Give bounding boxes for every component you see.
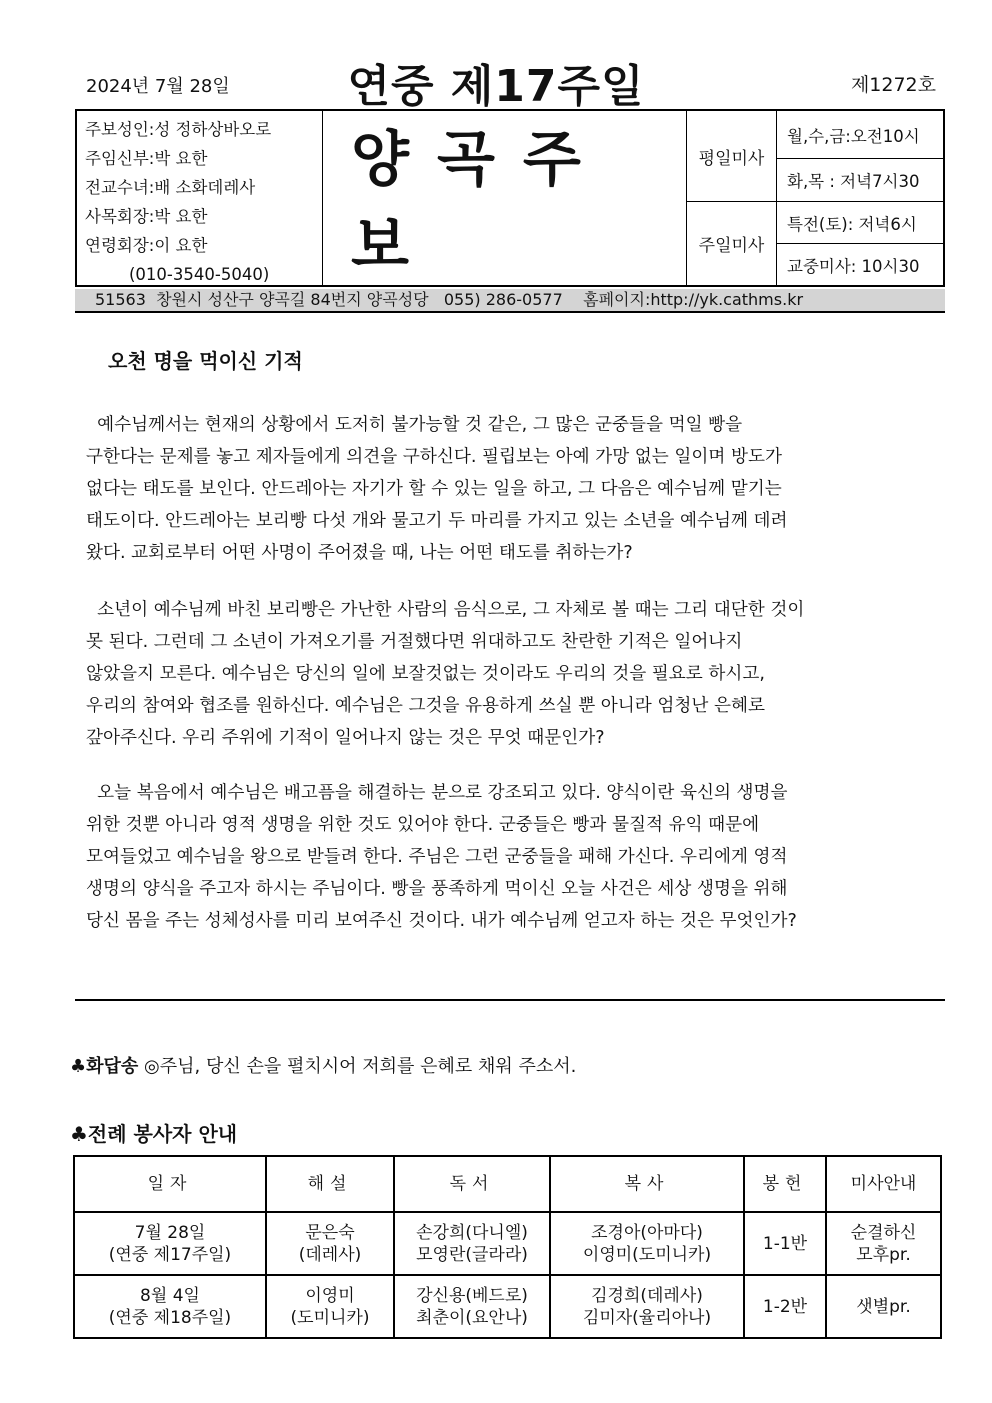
column-header: 해설 xyxy=(266,1156,394,1212)
altar-servers-cell: 김경희(데레사) 김미자(율리아나) xyxy=(550,1275,744,1338)
table-header-row xyxy=(74,1156,941,1212)
address-bar: 51563 창원시 성산구 양곡길 84번지 양곡성당 055) 286-0577 홈페이지:http://yk.cathms.kr xyxy=(75,289,945,313)
staff-list xyxy=(77,111,323,285)
paragraph-line: 않았을지 모른다. 예수님은 당신의 일에 보잘것없는 것이라도 우리의 것을 필요로 하시고, xyxy=(86,664,765,684)
issue-date: 2024년 7월 28일 xyxy=(86,76,230,97)
sunday-mass-label: 주일미사 xyxy=(687,202,777,285)
article-title: 오천 명을 먹이신 기적 xyxy=(108,349,303,373)
offering-cell: 1-2반 xyxy=(744,1275,826,1338)
servers-section-title: ♣전례 봉사자 안내 xyxy=(70,1122,238,1146)
mass-guide-cell: 샛별pr. xyxy=(826,1275,941,1338)
column-header: 독서 xyxy=(394,1156,550,1212)
paragraph-line: 우리의 참여와 협조를 원하신다. 예수님은 그것을 유용하게 쓰실 뿐 아니라 엄청난 은혜로 xyxy=(86,696,765,716)
commentary-cell: 이영미 (도미니카) xyxy=(266,1275,394,1338)
weekday-mass-time: 월,수,금:오전10시 xyxy=(777,111,943,159)
date-cell: 7월 28일 (연중 제17주일) xyxy=(74,1212,266,1275)
date-cell: 8월 4일 (연중 제18주일) xyxy=(74,1275,266,1338)
column-header: 미사안내 xyxy=(826,1156,941,1212)
article-paragraph xyxy=(86,777,938,937)
table-row xyxy=(74,1212,941,1275)
paragraph-line: 예수님께서는 현재의 상황에서 도저히 불가능할 것 같은, 그 많은 군중들을 먹일 빵을 xyxy=(86,415,743,435)
readers-cell: 손강희(다니엘) 모영란(글라라) xyxy=(394,1212,550,1275)
paragraph-line: 왔다. 교회로부터 어떤 사명이 주어졌을 때, 나는 어떤 태도를 취하는가? xyxy=(86,543,633,563)
issue-number: 제1272호 xyxy=(850,74,936,96)
bulletin-name: 양곡주보 xyxy=(323,111,687,285)
paragraph-line: 구한다는 문제를 놓고 제자들에게 의견을 구하신다. 필립보는 아예 가망 없는 일이며 방도가 xyxy=(86,447,782,467)
sunday-mass-time: 교중미사: 10시30 xyxy=(787,256,920,276)
psalm-text: ◎주님, 당신 손을 펼치시어 저희를 은혜로 채워 주소서. xyxy=(138,1056,577,1077)
column-header: 복사 xyxy=(550,1156,744,1212)
page-title: 연중 제17주일 xyxy=(347,61,645,112)
paragraph-line: 없다는 태도를 보인다. 안드레아는 자기가 할 수 있는 일을 하고, 그 다음은 예수님께 맡기는 xyxy=(86,479,782,499)
psalm-label: ♣화답송 xyxy=(70,1056,139,1077)
sunday-mass-time: 특전(토): 저녁6시 xyxy=(777,202,943,244)
staff-line: 사목회장:박 요한 xyxy=(85,207,208,226)
paragraph-line: 갚아주신다. 우리 주위에 기적이 일어나지 않는 것은 무엇 때문인가? xyxy=(86,728,605,748)
table-row xyxy=(74,1275,941,1338)
column-header: 봉헌 xyxy=(744,1156,826,1212)
paragraph-line: 태도이다. 안드레아는 보리빵 다섯 개와 물고기 두 마리를 가지고 있는 소년을 예수님께 데려 xyxy=(86,511,788,531)
paragraph-line: 당신 몸을 주는 성체성사를 미리 보여주신 것이다. 내가 예수님께 얻고자 하는 것은 무엇인가? xyxy=(86,911,797,931)
paragraph-line: 못 된다. 그런데 그 소년이 가져오기를 거절했다면 위대하고도 찬란한 기적은 일어나지 xyxy=(86,632,743,652)
article-paragraph xyxy=(86,594,938,754)
article-paragraph xyxy=(86,409,938,569)
staff-line: 전교수녀:배 소화데레사 xyxy=(85,178,256,197)
altar-servers-cell: 조경아(아마다) 이영미(도미니카) xyxy=(550,1212,744,1275)
weekday-mass-label: 평일미사 xyxy=(687,111,777,202)
staff-line: 주임신부:박 요한 xyxy=(85,149,208,168)
readers-cell: 강신용(베드로) 최춘이(요안나) xyxy=(394,1275,550,1338)
staff-line: 주보성인:성 정하상바오로 xyxy=(85,120,272,139)
paragraph-line: 위한 것뿐 아니라 영적 생명을 위한 것도 있어야 한다. 군중들은 빵과 물질적 유익 때문에 xyxy=(86,815,760,835)
offering-cell: 1-1반 xyxy=(744,1212,826,1275)
paragraph-line: 생명의 양식을 주고자 하시는 주님이다. 빵을 풍족하게 먹이신 오늘 사건은 세상 생명을 위해 xyxy=(86,879,788,899)
weekday-mass-time: 화,목 : 저녁7시30 xyxy=(777,159,943,202)
commentary-cell: 문은숙 (데레사) xyxy=(266,1212,394,1275)
column-header: 일자 xyxy=(74,1156,266,1212)
masthead-box xyxy=(75,109,945,287)
staff-line: 연령회장:이 요한 xyxy=(85,236,208,255)
section-divider xyxy=(75,999,945,1001)
servers-table xyxy=(73,1155,942,1339)
responsorial-psalm xyxy=(70,1052,576,1078)
paragraph-line: 소년이 예수님께 바친 보리빵은 가난한 사람의 음식으로, 그 자체로 볼 때는 그리 대단한 것이 xyxy=(86,600,805,620)
contact-phone: (010-3540-5040) xyxy=(129,265,270,284)
mass-guide-cell: 순결하신 모후pr. xyxy=(826,1212,941,1275)
paragraph-line: 모여들었고 예수님을 왕으로 받들려 한다. 주님은 그런 군중들을 패해 가신다. 우리에게 영적 xyxy=(86,847,788,867)
paragraph-line: 오늘 복음에서 예수님은 배고픔을 해결하는 분으로 강조되고 있다. 양식이란 육신의 생명을 xyxy=(86,783,788,803)
